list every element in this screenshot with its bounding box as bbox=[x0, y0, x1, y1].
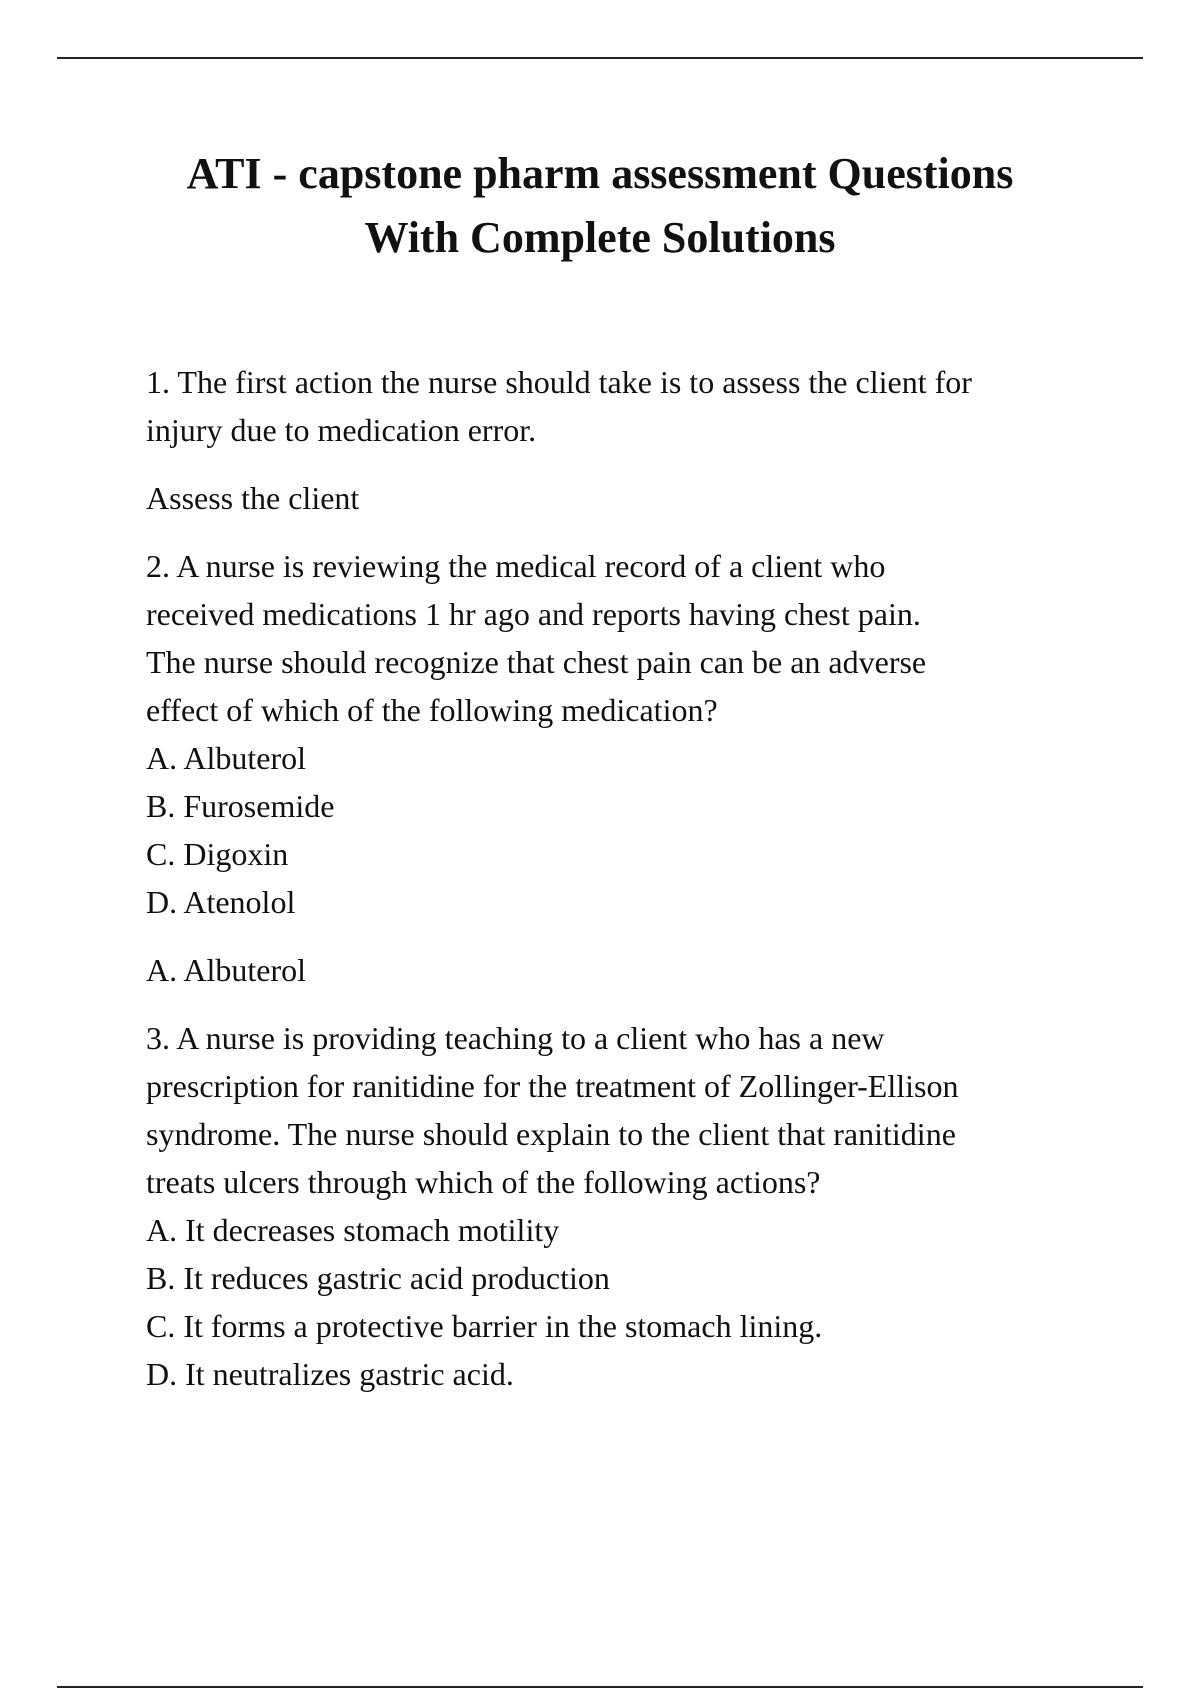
question-2-stem-line: 2. A nurse is reviewing the medical record of a client who bbox=[146, 548, 886, 584]
question-2-option-d: D. Atenolol bbox=[146, 884, 296, 920]
title-line-1: ATI - capstone pharm assessment Questions bbox=[186, 149, 1014, 198]
question-2 bbox=[146, 542, 1106, 994]
question-2-stem bbox=[146, 542, 1106, 734]
question-2-option-b: B. Furosemide bbox=[146, 788, 335, 824]
question-3-stem-line: treats ulcers through which of the following actions? bbox=[146, 1164, 821, 1200]
question-1-answer: Assess the client bbox=[146, 480, 360, 516]
question-2-option-c: C. Digoxin bbox=[146, 836, 289, 872]
page-title bbox=[100, 142, 1100, 270]
question-1-stem bbox=[146, 358, 1106, 454]
question-3-option-c: C. It forms a protective barrier in the stomach lining. bbox=[146, 1308, 823, 1344]
question-1-stem-line: injury due to medication error. bbox=[146, 412, 537, 448]
question-2-stem-line: effect of which of the following medication? bbox=[146, 692, 718, 728]
question-3-option-b: B. It reduces gastric acid production bbox=[146, 1260, 610, 1296]
question-3-stem-line: prescription for ranitidine for the treatment of Zollinger-Ellison bbox=[146, 1068, 959, 1104]
question-2-answer: A. Albuterol bbox=[146, 952, 306, 988]
question-2-options bbox=[146, 734, 1106, 926]
question-2-stem-line: received medications 1 hr ago and reports having chest pain. bbox=[146, 596, 921, 632]
question-3-options bbox=[146, 1206, 1106, 1398]
question-1 bbox=[146, 358, 1106, 522]
question-3-option-d: D. It neutralizes gastric acid. bbox=[146, 1356, 514, 1392]
question-3-stem-line: 3. A nurse is providing teaching to a client who has a new bbox=[146, 1020, 885, 1056]
question-3-stem-line: syndrome. The nurse should explain to the client that ranitidine bbox=[146, 1116, 956, 1152]
question-2-stem-line: The nurse should recognize that chest pain can be an adverse bbox=[146, 644, 927, 680]
bottom-divider bbox=[57, 1686, 1143, 1688]
question-1-stem-line: 1. The first action the nurse should take is to assess the client for bbox=[146, 364, 972, 400]
question-2-option-a: A. Albuterol bbox=[146, 740, 306, 776]
question-3 bbox=[146, 1014, 1106, 1398]
question-3-option-a: A. It decreases stomach motility bbox=[146, 1212, 560, 1248]
title-line-2: With Complete Solutions bbox=[364, 213, 836, 262]
document-body bbox=[146, 358, 1106, 1398]
top-divider bbox=[57, 57, 1143, 59]
question-3-stem bbox=[146, 1014, 1106, 1206]
